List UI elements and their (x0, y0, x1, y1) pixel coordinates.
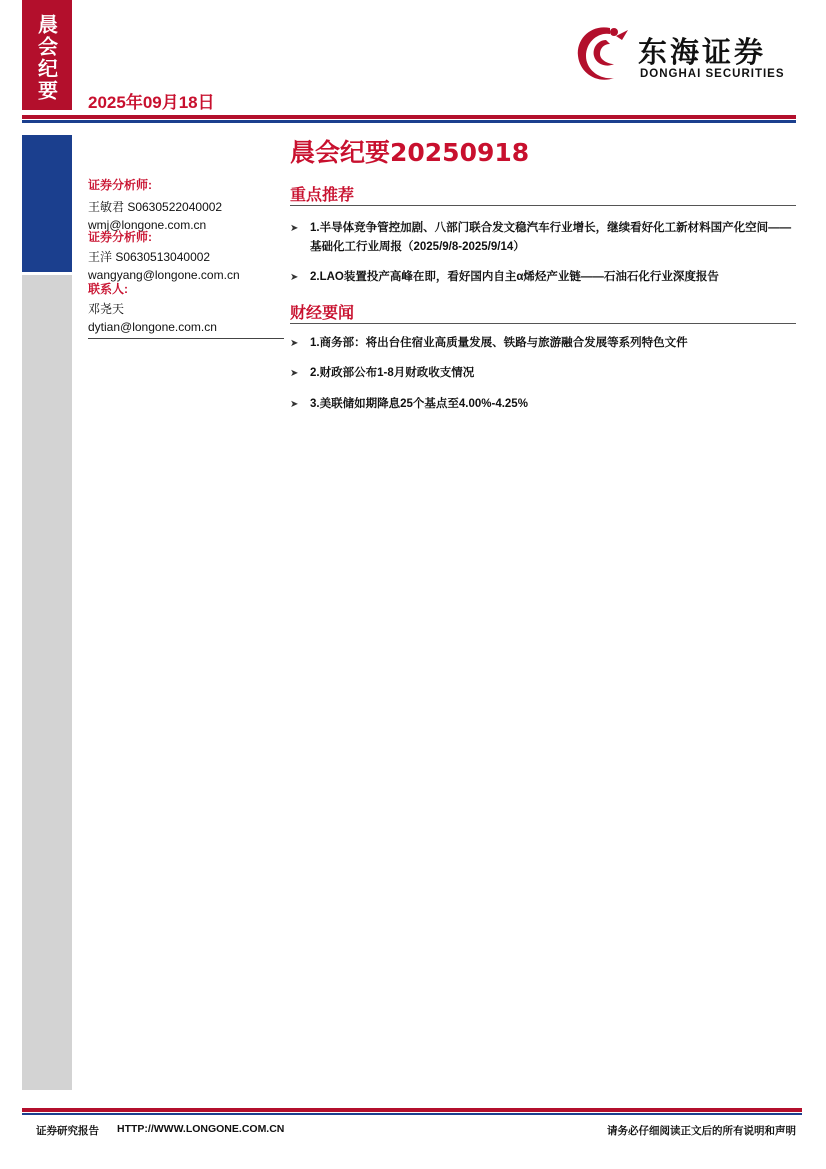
section-divider (290, 205, 796, 206)
contact-label: 联系人: (88, 282, 128, 296)
list-item-text: 2.LAO装置投产高峰在即，看好国内自主α烯烃产业链——石油石化行业深度报告 (310, 271, 719, 283)
analyst-email: wangyang@longone.com.cn (88, 268, 240, 282)
arrow-bullet-icon: ➤ (290, 272, 299, 283)
footer-website-link[interactable]: HTTP://WWW.LONGONE.COM.CN (117, 1123, 285, 1135)
analyst-name: 王洋 S0630513040002 (88, 250, 211, 264)
analyst-1 (88, 176, 288, 232)
section-title-key-picks: 重点推荐 (290, 185, 355, 204)
list-item-text: 2.财政部公布1-8月财政收支情况 (310, 367, 475, 379)
donghai-logo-icon (570, 22, 634, 90)
list-item[interactable] (290, 364, 800, 383)
footer-disclaimer: 请务必仔细阅读正文后的所有说明和声明 (607, 1125, 796, 1137)
list-item[interactable] (290, 219, 800, 257)
sidebar-blue-block (22, 135, 72, 272)
list-item-text: 3.美联储如期降息25个基点至4.00%-4.25% (310, 398, 528, 410)
sidebar-gray-block (22, 275, 72, 1090)
report-date: 2025年09月18日 (88, 93, 215, 112)
analyst-2 (88, 228, 288, 282)
footer-rule-blue (22, 1113, 802, 1115)
header-rule-blue (22, 120, 796, 123)
footer-report-type: 证券研究报告 (36, 1125, 99, 1137)
section-divider (290, 323, 796, 324)
footer-rule-red (22, 1108, 802, 1112)
arrow-bullet-icon: ➤ (290, 368, 299, 379)
list-item[interactable] (290, 334, 800, 353)
page-title: 晨会纪要20250918 (290, 138, 530, 167)
list-item-text: 1.半导体竞争管控加剧、八部门联合发文稳汽车行业增长，继续看好化工新材料国产化空间——基础化工行业周报（2025/9/8-2025/9/14） (310, 222, 792, 253)
list-item[interactable] (290, 268, 800, 287)
contact-name: 邓尧天 (88, 302, 125, 316)
list-item-text: 1.商务部：将出台住宿业高质量发展、铁路与旅游融合发展等系列特色文件 (310, 337, 688, 349)
list-item[interactable] (290, 395, 800, 414)
analyst-email: wmj@longone.com.cn (88, 218, 207, 232)
section-title-finance-news: 财经要闻 (290, 303, 355, 322)
contact-person (88, 280, 288, 334)
analyst-label: 证券分析师: (88, 178, 152, 192)
contact-email: dytian@longone.com.cn (88, 320, 217, 334)
logo-text-en: DONGHAI SECURITIES (640, 68, 785, 80)
logo-text-cn: 东海证券 (638, 35, 767, 69)
analyst-label: 证券分析师: (88, 230, 152, 244)
header-rule-red (22, 115, 796, 119)
report-type-tab (22, 0, 72, 110)
arrow-bullet-icon: ➤ (290, 399, 299, 410)
analyst-name: 王敏君 S0630522040002 (88, 200, 223, 214)
arrow-bullet-icon: ➤ (290, 223, 299, 234)
arrow-bullet-icon: ➤ (290, 338, 299, 349)
sidebar-divider (88, 338, 284, 339)
report-type-label: 晨会纪要 (34, 14, 59, 102)
